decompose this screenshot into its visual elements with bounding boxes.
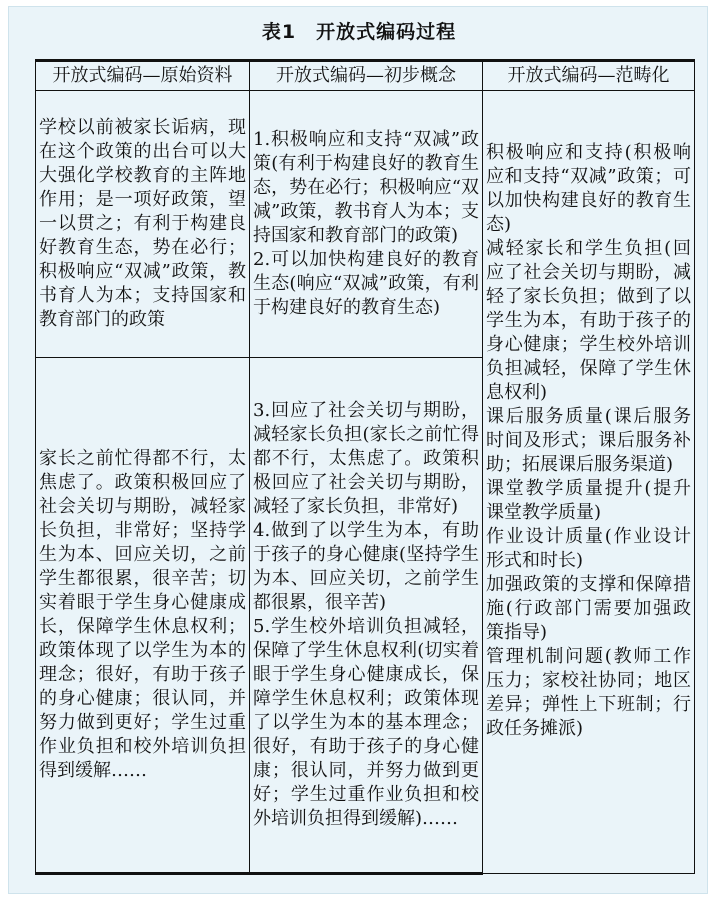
category-item: 作业设计质量(作业设计形式和时长) [486, 526, 691, 571]
table-title: 表1 开放式编码过程 [261, 21, 457, 43]
concept-item: 1.积极响应和支持“双减”政策(有利于构建良好的教育生态，势在必行；积极响应“双减”政策，教书育人为本；支持国家和教育部门的政策) [253, 129, 479, 246]
raw-data-cell [36, 358, 250, 874]
concept-item: 2.可以加快构建良好的教育生态(响应“双减”政策，有利于构建良好的教育生态) [253, 249, 479, 318]
header-row [36, 61, 695, 91]
header-initial-concepts: 开放式编码—初步概念 [250, 61, 483, 91]
concept-cell [250, 91, 483, 358]
concept-item: 5.学生校外培训负担减轻，保障了学生休息权利(切实着眼于学生身心健康成长，保障学生休息权利；政策体现了以学生为本的基本理念；很好，有助于孩子的身心健康；很认同，并努力做到更好；学生过重作业负担和校外培训负担得到缓解)…… [253, 616, 479, 829]
header-categorization: 开放式编码—范畴化 [483, 61, 695, 91]
concept-item: 4.做到了以学生为本，有助于孩子的身心健康(坚持学生为本、回应关切，之前学生都很累，很辛苦) [253, 520, 479, 613]
table-panel [8, 6, 708, 894]
concept-cell [250, 358, 483, 874]
category-item: 管理机制问题(教师工作压力；家校社协同；地区差异；弹性上下班制；行政任务摊派) [486, 646, 691, 739]
category-cell [483, 91, 695, 874]
category-item: 课堂教学质量提升(提升课堂教学质量) [486, 478, 691, 523]
concept-item: 3.回应了社会关切与期盼，减轻家长负担(家长之前忙得都不行，太焦虑了。政策积极回应了社会关切与期盼，减轻了家长负担，非常好) [253, 400, 479, 517]
raw-data-text: 家长之前忙得都不行，太焦虑了。政策积极回应了社会关切与期盼，减轻家长负担，非常好；坚持学生为本、回应关切，之前学生都很累，很辛苦；切实着眼于学生身心健康成长，保障学生休息权利；政策体现了以学生为本的理念；很好，有助于孩子的身心健康；很认同，并努力做到更好；学生过重作业负担和校外培训负担得到缓解…… [39, 448, 246, 781]
header-raw-data: 开放式编码—原始资料 [36, 61, 250, 91]
open-coding-table [35, 59, 695, 875]
category-item: 课后服务质量(课后服务时间及形式；课后服务补助；拓展课后服务渠道) [486, 406, 691, 475]
raw-data-cell [36, 91, 250, 358]
category-item: 积极响应和支持(积极响应和支持“双减”政策；可以加快构建良好的教育生态) [486, 142, 691, 235]
category-item: 加强政策的支撑和保障措施(行政部门需要加强政策指导) [486, 574, 691, 643]
raw-data-text: 学校以前被家长诟病，现在这个政策的出台可以大大强化学校教育的主阵地作用；是一项好政策，望一以贯之；有利于构建良好教育生态，势在必行；积极响应“双减”政策，教书育人为本；支持国家和教育部门的政策 [39, 117, 246, 330]
table-row [36, 91, 695, 358]
category-item: 减轻家长和学生负担(回应了社会关切与期盼，减轻了家长负担；做到了以学生为本，有助于孩子的身心健康；学生校外培训负担减轻，保障了学生休息权利) [486, 238, 691, 403]
